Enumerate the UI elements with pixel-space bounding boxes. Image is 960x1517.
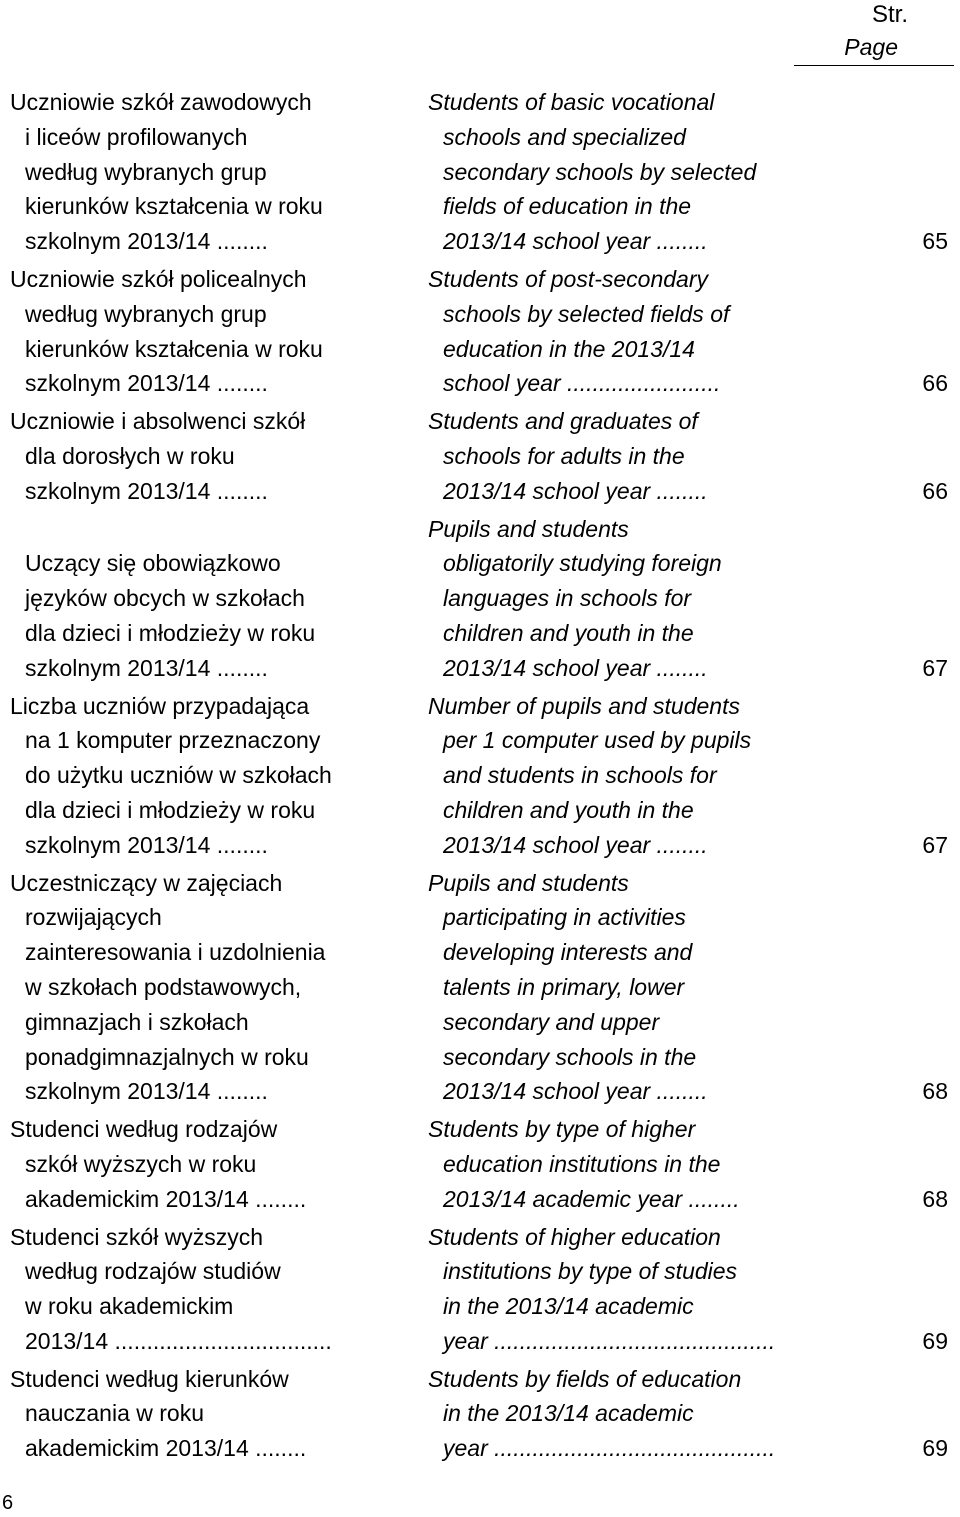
toc-line-en: talents in primary, lower	[443, 973, 685, 1000]
toc-line-en: secondary schools in the	[443, 1043, 697, 1070]
toc-page-number[interactable]: 69	[922, 1435, 948, 1462]
toc-line-en: obligatorily studying foreign	[443, 550, 722, 577]
toc-line-en: 2013/14 school year ........	[443, 831, 708, 858]
page-column-header	[794, 0, 954, 66]
toc-page-number[interactable]: 68	[922, 1185, 948, 1212]
toc-title-en	[428, 404, 808, 508]
toc-title-pl	[10, 404, 390, 508]
toc-line-pl: 2013/14 ..................................	[25, 1327, 332, 1354]
toc-line-pl: Uczniowie szkół policealnych	[10, 265, 307, 292]
toc-title-pl	[10, 1112, 390, 1216]
toc-line-en: secondary and upper	[443, 1008, 660, 1035]
toc-entry[interactable]	[0, 1362, 960, 1466]
toc-line-pl: szkolnym 2013/14 ........	[25, 1078, 268, 1105]
toc-line-en: 2013/14 school year ........	[443, 1078, 708, 1105]
toc-line-pl: nauczania w roku	[25, 1400, 204, 1427]
toc-page-number[interactable]: 67	[922, 654, 948, 681]
toc-line-pl: według rodzajów studiów	[25, 1258, 281, 1285]
toc-line-en: Students and graduates of	[428, 408, 698, 435]
toc-line-pl: ponadgimnazjalnych w roku	[25, 1043, 309, 1070]
toc-title-pl	[10, 1362, 390, 1466]
toc-line-pl: na 1 komputer przeznaczony	[25, 727, 321, 754]
toc-line-pl: według wybranych grup	[25, 158, 267, 185]
toc-title-en	[428, 1112, 808, 1216]
toc-line-en: languages in schools for	[443, 585, 692, 612]
toc-title-pl	[10, 262, 390, 401]
toc-page-number[interactable]: 66	[922, 477, 948, 504]
toc-line-pl: według wybranych grup	[25, 300, 267, 327]
toc-entry[interactable]	[0, 1112, 960, 1216]
toc-line-pl	[10, 512, 390, 547]
toc-page-number[interactable]: 67	[922, 831, 948, 858]
toc-line-pl: Studenci według rodzajów	[10, 1116, 278, 1143]
toc-line-en: 2013/14 academic year ........	[443, 1185, 740, 1212]
toc-entry[interactable]	[0, 689, 960, 863]
toc-entry[interactable]	[0, 866, 960, 1110]
toc-line-en: in the 2013/14 academic	[443, 1293, 694, 1320]
toc-title-pl	[10, 866, 390, 1110]
toc-line-en: children and youth in the	[443, 619, 694, 646]
toc-line-pl: akademickim 2013/14 ........	[25, 1435, 307, 1462]
toc-line-en: schools for adults in the	[443, 442, 685, 469]
toc-line-pl: szkolnym 2013/14 ........	[25, 477, 268, 504]
toc-line-en: developing interests and	[443, 939, 693, 966]
table-of-contents	[0, 85, 960, 1469]
toc-line-en: 2013/14 school year ........	[443, 228, 708, 255]
toc-line-en: Pupils and students	[428, 869, 629, 896]
toc-line-pl: w roku akademickim	[25, 1293, 234, 1320]
toc-line-pl: gimnazjach i szkołach	[25, 1008, 249, 1035]
toc-page-number[interactable]: 69	[922, 1327, 948, 1354]
toc-line-en: and students in schools for	[443, 762, 717, 789]
toc-line-en: year ............................................	[443, 1327, 776, 1354]
toc-page-number[interactable]: 66	[922, 370, 948, 397]
toc-line-pl: kierunków kształcenia w roku	[25, 335, 323, 362]
toc-entry[interactable]	[0, 404, 960, 508]
toc-line-pl: Studenci szkół wyższych	[10, 1223, 264, 1250]
toc-line-en: education institutions in the	[443, 1150, 721, 1177]
toc-line-en: year ............................................	[443, 1435, 776, 1462]
toc-line-en: Pupils and students	[428, 515, 629, 542]
toc-line-pl: Uczniowie i absolwenci szkół	[10, 408, 306, 435]
toc-title-en	[428, 1362, 808, 1466]
toc-line-en: school year ........................	[443, 370, 721, 397]
toc-line-en: Students by fields of education	[428, 1365, 742, 1392]
toc-title-en	[428, 512, 808, 686]
toc-line-pl: szkolnym 2013/14 ........	[25, 370, 268, 397]
toc-entry[interactable]	[0, 1220, 960, 1359]
toc-line-pl: Liczba uczniów przypadająca	[10, 692, 310, 719]
toc-line-pl: i liceów profilowanych	[25, 123, 248, 150]
toc-line-pl: szkolnym 2013/14 ........	[25, 228, 268, 255]
toc-title-pl	[10, 689, 390, 863]
toc-line-en: 2013/14 school year ........	[443, 654, 708, 681]
toc-title-pl	[10, 1220, 390, 1359]
toc-title-en	[428, 85, 808, 259]
toc-line-en: children and youth in the	[443, 796, 694, 823]
toc-line-en: Students of post-secondary	[428, 265, 708, 292]
toc-line-pl: akademickim 2013/14 ........	[25, 1185, 307, 1212]
toc-line-pl: szkolnym 2013/14 ........	[25, 654, 268, 681]
toc-title-en	[428, 866, 808, 1110]
page-header-en: Page	[844, 34, 898, 60]
toc-line-en: institutions by type of studies	[443, 1258, 738, 1285]
toc-line-pl: kierunków kształcenia w roku	[25, 193, 323, 220]
toc-line-pl: dla dzieci i młodzieży w roku	[25, 619, 316, 646]
toc-line-en: Students by type of higher	[428, 1116, 696, 1143]
toc-title-en	[428, 262, 808, 401]
header-rule	[794, 65, 954, 66]
toc-line-en: schools by selected fields of	[443, 300, 730, 327]
toc-line-en: education in the 2013/14	[443, 335, 695, 362]
page-header-pl: Str.	[871, 1, 908, 28]
toc-line-en: Students of basic vocational	[428, 89, 715, 115]
toc-line-pl: szkół wyższych w roku	[25, 1150, 257, 1177]
toc-line-pl: do użytku uczniów w szkołach	[25, 762, 332, 789]
toc-entry[interactable]	[0, 262, 960, 401]
toc-line-en: 2013/14 school year ........	[443, 477, 708, 504]
toc-title-pl	[10, 512, 390, 686]
toc-line-pl: Uczący się obowiązkowo	[25, 550, 281, 577]
toc-entry[interactable]	[0, 512, 960, 686]
toc-line-pl: rozwijających	[25, 904, 162, 931]
toc-entry[interactable]	[0, 85, 960, 259]
page-number: 6	[2, 1492, 14, 1514]
toc-page-number[interactable]: 68	[922, 1078, 948, 1105]
toc-line-pl: języków obcych w szkołach	[25, 585, 305, 612]
toc-title-en	[428, 1220, 808, 1359]
toc-line-pl: zainteresowania i uzdolnienia	[25, 939, 326, 966]
toc-line-pl: Studenci według kierunków	[10, 1365, 289, 1392]
toc-line-pl: Uczniowie szkół zawodowych	[10, 89, 312, 115]
toc-line-pl: dla dzieci i młodzieży w roku	[25, 796, 316, 823]
toc-title-pl	[10, 85, 390, 259]
toc-title-en	[428, 689, 808, 863]
toc-line-pl: w szkołach podstawowych,	[25, 973, 302, 1000]
toc-line-en: in the 2013/14 academic	[443, 1400, 694, 1427]
toc-line-en: per 1 computer used by pupils	[443, 727, 752, 754]
toc-line-en: secondary schools by selected	[443, 158, 757, 185]
toc-line-en: fields of education in the	[443, 193, 692, 220]
toc-line-en: Number of pupils and students	[428, 692, 740, 719]
toc-line-en: Students of higher education	[428, 1223, 721, 1250]
toc-line-en: schools and specialized	[443, 123, 686, 150]
toc-line-pl: szkolnym 2013/14 ........	[25, 831, 268, 858]
toc-line-en: participating in activities	[443, 904, 686, 931]
toc-page-number[interactable]: 65	[922, 228, 948, 255]
toc-line-pl: Uczestniczący w zajęciach	[10, 869, 283, 896]
toc-line-pl: dla dorosłych w roku	[25, 442, 235, 469]
